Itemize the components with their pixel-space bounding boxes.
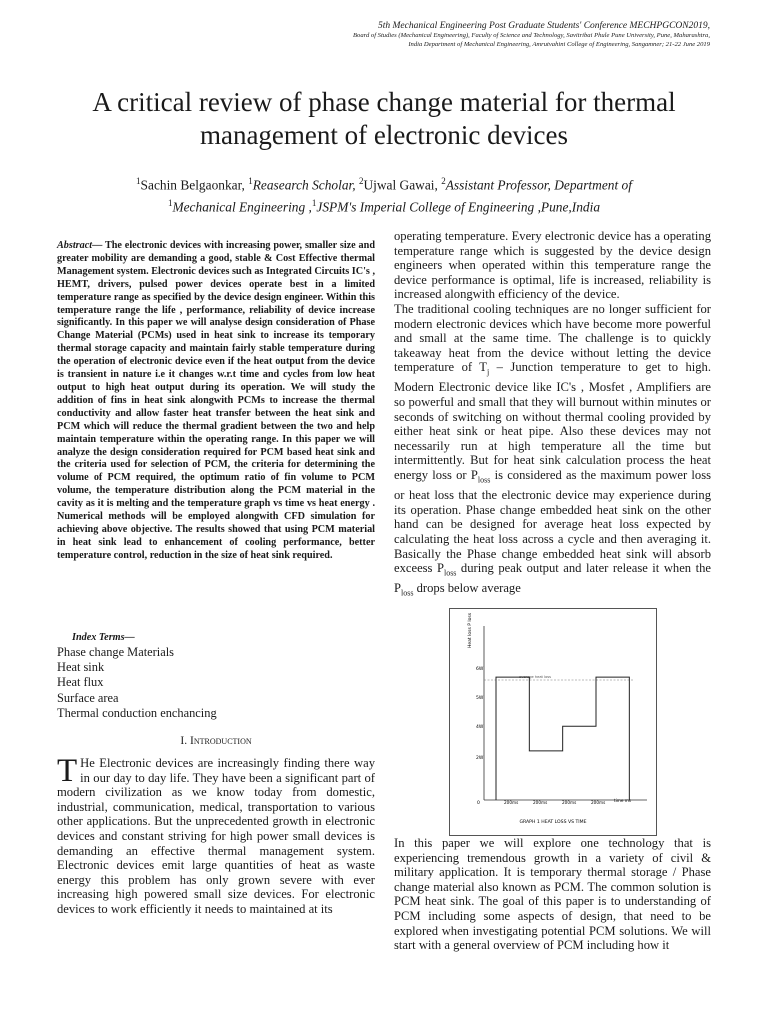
text-run: during peak output and later release it when the P: [394, 561, 711, 596]
text-run: drops below average: [413, 581, 521, 596]
author-role: Assistant Professor, Department of: [445, 177, 632, 193]
y-tick-label: 4W: [476, 725, 484, 730]
average-label: average heat loss: [519, 675, 552, 679]
paragraph: operating temperature. Every electronic device has a operating temperature range which is suggested by the device design engineers when operated within this temperature range the device performance is optimal, life is increased, reliability is increased alongwith efficiency of the device.: [394, 229, 711, 302]
section-number: I.: [180, 734, 191, 747]
author-block: [40, 172, 728, 217]
graph-caption: GRAPH 1 HEAT LOSS VS TIME: [519, 820, 587, 825]
author-role: Reasearch Scholar,: [252, 177, 359, 193]
index-term: Surface area: [57, 690, 119, 705]
conference-board: Board of Studies (Mechanical Engineering), Faculty of Science and Technology, Savitribai Phule Pune University, Pune, Maharashtra,: [353, 32, 710, 39]
author-sup: 2: [441, 176, 446, 186]
subscript: loss: [443, 568, 457, 578]
author-name: Sachin Belgaonkar,: [140, 177, 249, 193]
affiliation-sup: 1: [167, 198, 173, 209]
x-tick-label: 200ms: [533, 800, 548, 805]
abstract-label: Abstract: [57, 240, 93, 251]
index-term: Heat flux: [57, 675, 104, 690]
affiliation: JSPM's Imperial College of Engineering ,Pune,India: [316, 199, 601, 215]
x-tick-label: time ms: [614, 798, 632, 803]
y-tick-label: 2W: [476, 756, 484, 761]
author-sup: 1: [136, 176, 141, 186]
right-column-text: [394, 229, 711, 601]
section-title: Introduction: [190, 734, 252, 747]
abstract-body: The electronic devices with increasing power, smaller size and greater mobility are demanding a good, stable & Cost Effective thermal Management system. Electronic devices such as Integrated Circuits IC's , HEMT, drivers, pulsed power devices operate best in a limited temperature range as specified by the device design engineer. Within this temperature range the life , performance, reliability of device increase significantly. In this paper we will analyse design consideration of Phase Change Material (PCMs) used in heat sink to increase its temporary thermal storage capacity and maintain fairly stable temperature during the operation of electronic device even if the heat output from the device is transient in nature i.e it changes w.r.t time and cycles from low heat output to high heat output during its operation. We will study the addition of fins in heat sink alongwith PCMs to increase the thermal conductivity and allow faster heat transfer between the heat sink and PCM which will reduce the thermal gradient between the two and help maintain temperature within the operating range. In this paper we will analyze the design consideration required for PCM based heat sink and the criteria used for selection of PCM, the criteria for determining the volume of PCM required, the optimum ratio of fin volume to PCM volume, the temperature distribution along the PCM material in the cavity as it is melting and the temperature graph vs time vs heat energy . Numerical methods will be employed alongwith CFD simulation for achieving above objective. The results showed that using PCM material in heat sink lead to enhancement of cooling performance, better temperature control, reduction in the size of heat sink required.: [57, 240, 375, 561]
paper-title: A critical review of phase change material for thermal management of electronic devices: [92, 87, 676, 150]
text-run: The traditional cooling techniques are no longer sufficient for modern electronic devices which have become more powerful and small at the same time. The challenge is to quickly takeaway heat from the device without letting the device temperature of T: [394, 301, 711, 375]
origin-label: 0: [477, 801, 480, 806]
right-column-text-bottom: In this paper we will explore one technology that is experiencing tremendous growth in a variety of civil & military application. It is temporary thermal storage / Phase change material also known as PCM. The common solution is PCM heat sink. The goal of this paper is to understanding of PCM including some aspects of design, that need to be explored when investigating potential PCM solutions. We will start with a general overview of PCM including how it: [394, 836, 711, 953]
abstract-dash: —: [92, 240, 105, 251]
index-terms-heading: Index Terms—: [72, 632, 135, 643]
subscript: j: [487, 367, 490, 377]
y-axis-label: Heat loss P loss: [468, 612, 473, 648]
subscript: loss: [401, 588, 414, 598]
y-tick-label: 5W: [476, 696, 484, 701]
heat-loss-graph: [449, 608, 657, 836]
index-term: Heat sink: [57, 660, 105, 675]
text-run: – Junction temperature to get to high. Modern Electronic device like IC's , Mosfet , Amplifiers are so powerful and small that they will burnout within minutes or seconds of switching on without thermal cooling provided by either heat sink or heat pipe. Also these devices may not necessarily run at high temperature all the time but intermittently. But for heat sink calculation process the heat energy loss or P: [394, 360, 711, 483]
introduction-text: [57, 753, 375, 917]
affiliation-sup: 1: [311, 198, 317, 209]
author-sup: 1: [248, 176, 253, 186]
section-heading: [57, 734, 375, 747]
index-terms-list: [57, 645, 217, 721]
index-term: Thermal conduction enchancing: [57, 705, 217, 720]
author-sup: 2: [358, 176, 364, 186]
conference-venue: India Department of Mechanical Engineering, Amrutvahini College of Engineering, Sangamner; 21-22 June 2019: [408, 40, 710, 48]
affiliation: Mechanical Engineering ,: [172, 199, 312, 215]
y-tick-label: 6W: [476, 667, 484, 672]
subscript: loss: [477, 475, 491, 485]
author-name: Ujwal Gawai,: [363, 177, 442, 193]
paragraph: [394, 302, 711, 601]
drop-cap: T: [57, 753, 78, 789]
x-tick-label: 200ms: [562, 800, 577, 805]
x-tick-label: 200ms: [504, 800, 519, 805]
text-run: is considered as the maximum power loss or heat loss that the electronic device may experience during its operation. Phase change embedded heat sink on the other hand can be designed for average heat loss expected by calculating the heat loss across a cycle and then averaging it. Basically the Phase change embedded heat sink will absorb exceess P: [394, 468, 712, 576]
index-term: Phase change Materials: [57, 645, 174, 659]
conference-header: [353, 20, 710, 49]
conference-title: 5th Mechanical Engineering Post Graduate Students' Conference MECHPGCON2019,: [377, 21, 710, 31]
abstract: [57, 240, 375, 563]
x-tick-label: 200ms: [591, 800, 606, 805]
intro-body: He Electronic devices are increasingly finding there way in our day to day life. They have been a significant part of modern civilization as we know today from domestic, industrial, communication, medical, transportation to various other applications. But the unprecedented growth in electronic devices and constant striving for high power small devices is demanding an effective thermal management system. Electronic devices emit large quantities of heat as waste energy this problem has only grown severe with ever increasing high powered small size devices. For electronic devices to work efficiently it needs to maintained at its: [57, 756, 375, 916]
